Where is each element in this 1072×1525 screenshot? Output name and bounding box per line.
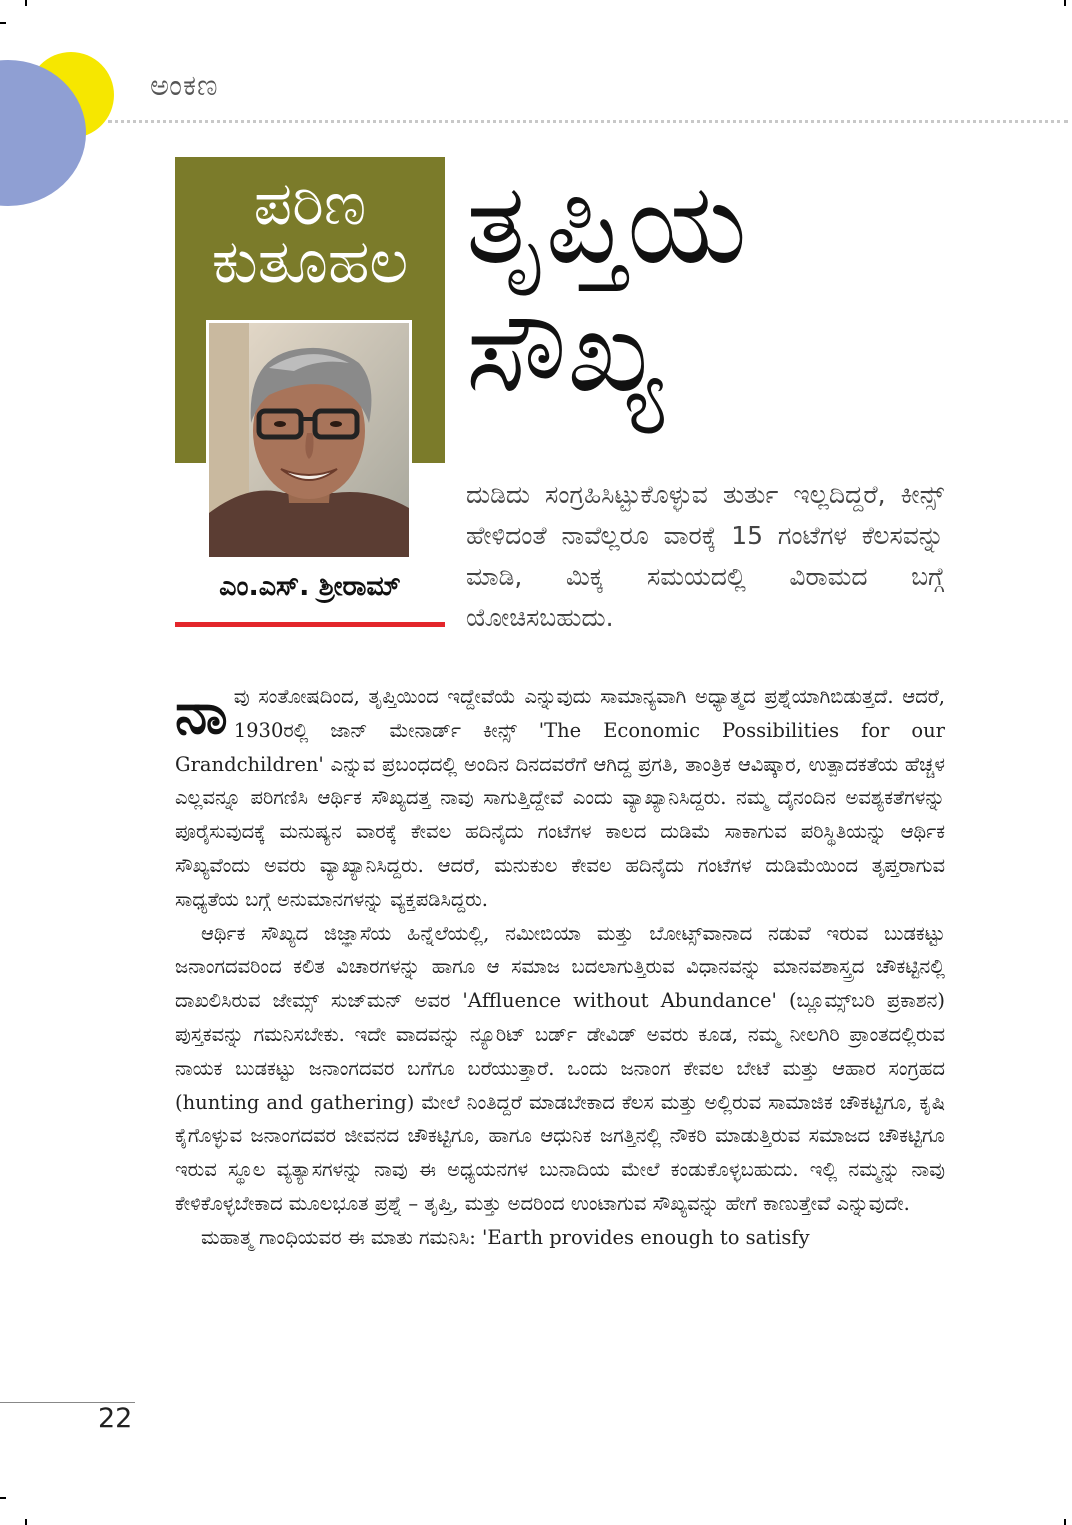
section-label: ಅಂಕಣ bbox=[150, 68, 219, 102]
headline-line-2: ಸೌಖ್ಯ bbox=[466, 287, 665, 417]
column-title-line-1: ಪರಿಣ bbox=[253, 169, 367, 239]
crop-mark bbox=[25, 1519, 27, 1525]
page-number: 22 bbox=[98, 1403, 133, 1434]
article-headline bbox=[466, 160, 886, 416]
body-paragraph: ಮಹಾತ್ಮ ಗಾಂಧಿಯವರ ಈ ಮಾತು ಗಮನಿಸಿ: 'Earth provides enough to satisfy bbox=[201, 1225, 810, 1249]
body-paragraph bbox=[175, 680, 945, 917]
author-photo bbox=[206, 320, 412, 560]
crop-mark bbox=[1064, 0, 1066, 6]
dotted-divider bbox=[108, 120, 1068, 123]
body-paragraph-1-text: ವು ಸಂತೋಷದಿಂದ, ತೃಪ್ತಿಯಿಂದ ಇದ್ದೇವೆಯೆ ಎನ್ನುವುದು ಸಾಮಾನ್ಯವಾಗಿ ಅಧ್ಯಾತ್ಮದ ಪ್ರಶ್ನೆಯಾಗಿಬಿಡುತ್ತದೆ. ಆದರೆ, 1930ರಲ್ಲಿ ಜಾನ್ ಮೇನಾರ್ಡ್ ಕೀನ್ಸ್ 'The Economic Possibilities for our Grandchildren' ಎನ್ನುವ ಪ್ರಬಂಧದಲ್ಲಿ ಅಂದಿನ ದಿನದವರೆಗೆ ಆಗಿದ್ದ ಪ್ರಗತಿ, ತಾಂತ್ರಿಕ ಆವಿಷ್ಕಾರ, ಉತ್ಪಾದಕತೆಯ ಹೆಚ್ಚಳ ಎಲ್ಲವನ್ನೂ ಪರಿಗಣಿಸಿ ಆರ್ಥಿಕ ಸೌಖ್ಯದತ್ತ ನಾವು ಸಾಗುತ್ತಿದ್ದೇವೆ ಎಂದು ವ್ಯಾಖ್ಯಾನಿಸಿದ್ದರು. ನಮ್ಮ ದೈನಂದಿನ ಅವಶ್ಯಕತೆಗಳನ್ನು ಪೂರೈಸುವುದಕ್ಕೆ ಮನುಷ್ಯನ ವಾರಕ್ಕೆ ಕೇವಲ ಹದಿನೈದು ಗಂಟೆಗಳ ಕಾಲದ ದುಡಿಮೆ ಸಾಕಾಗುವ ಪರಿಸ್ಥಿತಿಯನ್ನು ಆರ್ಥಿಕ ಸೌಖ್ಯವೆಂದು ಅವರು ವ್ಯಾಖ್ಯಾನಿಸಿದ್ದರು. ಆದರೆ, ಮನುಕುಲ ಕೇವಲ ಹದಿನೈದು ಗಂಟೆಗಳ ದುಡಿಮೆಯಿಂದ ತೃಪ್ತರಾಗುವ ಸಾಧ್ಯತೆಯ ಬಗ್ಗೆ ಅನುಮಾನಗಳನ್ನು ವ್ಯಕ್ತಪಡಿಸಿದ್ದರು. bbox=[175, 685, 945, 911]
crop-mark bbox=[25, 0, 27, 6]
crop-mark bbox=[0, 1497, 6, 1499]
column-title bbox=[175, 169, 445, 297]
author-portrait-image bbox=[209, 323, 409, 557]
body-paragraph: ಆರ್ಥಿಕ ಸೌಖ್ಯದ ಜಿಜ್ಞಾಸೆಯ ಹಿನ್ನೆಲೆಯಲ್ಲಿ, ನಮೀಬಿಯಾ ಮತ್ತು ಬೋಟ್ಸ್‌ವಾನಾದ ನಡುವೆ ಇರುವ ಬುಡಕಟ್ಟು ಜನಾಂಗದವರಿಂದ ಕಲಿತ ವಿಚಾರಗಳನ್ನು ಹಾಗೂ ಆ ಸಮಾಜ ಬದಲಾಗುತ್ತಿರುವ ವಿಧಾನವನ್ನು ಮಾನವಶಾಸ್ತ್ರದ ಚೌಕಟ್ಟಿನಲ್ಲಿ ದಾಖಲಿಸಿರುವ ಜೇಮ್ಸ್ ಸುಜ್‌ಮನ್ ಅವರ 'Affluence without Abundance' (ಬ್ಲೂಮ್ಸ್‌ಬರಿ ಪ್ರಕಾಶನ) ಪುಸ್ತಕವನ್ನು ಗಮನಿಸಬೇಕು. ಇದೇ ವಾದವನ್ನು ನ್ಯೂರಿಟ್ ಬರ್ಡ್ ಡೇವಿಡ್ ಅವರು ಕೂಡ, ನಮ್ಮ ನೀಲಗಿರಿ ಪ್ರಾಂತದಲ್ಲಿರುವ ನಾಯಕ ಬುಡಕಟ್ಟು ಜನಾಂಗದವರ ಬಗೆಗೂ ಬರೆಯುತ್ತಾರೆ. ಒಂದು ಜನಾಂಗ ಕೇವಲ ಬೇಟೆ ಮತ್ತು ಆಹಾರ ಸಂಗ್ರಹದ (hunting and gathering) ಮೇಲೆ ನಿಂತಿದ್ದರೆ ಮಾಡಬೇಕಾದ ಕೆಲಸ ಮತ್ತು ಅಲ್ಲಿರುವ ಸಾಮಾಜಿಕ ಚೌಕಟ್ಟಿಗೂ, ಕೃಷಿ ಕೈಗೊಳ್ಳುವ ಜನಾಂಗದವರ ಜೀವನದ ಚೌಕಟ್ಟಿಗೂ, ಹಾಗೂ ಆಧುನಿಕ ಜಗತ್ತಿನಲ್ಲಿ ನೌಕರಿ ಮಾಡುತ್ತಿರುವ ಸಮಾಜದ ಚೌಕಟ್ಟಿಗೂ ಇರುವ ಸ್ಥೂಲ ವ್ಯತ್ಯಾಸಗಳನ್ನು ನಾವು ಈ ಅಧ್ಯಯನಗಳ ಬುನಾದಿಯ ಮೇಲೆ ಕಂಡುಕೊಳ್ಳಬಹುದು. ಇಲ್ಲಿ ನಮ್ಮನ್ನು ನಾವು ಕೇಳಿಕೊಳ್ಳಬೇಕಾದ ಮೂಲಭೂತ ಪ್ರಶ್ನೆ – ತೃಪ್ತಿ, ಮತ್ತು ಅದರಿಂದ ಉಂಟಾಗುವ ಸೌಖ್ಯವನ್ನು ಹೇಗೆ ಕಾಣುತ್ತೇವೆ ಎನ್ನುವುದೇ. bbox=[175, 921, 945, 1215]
author-name: ಎಂ.ಎಸ್. ಶ್ರೀರಾಮ್ bbox=[219, 571, 401, 602]
headline-line-1: ತೃಪ್ತಿಯ bbox=[466, 159, 747, 289]
column-title-line-2: ಕುತೂಹಲ bbox=[211, 227, 409, 297]
crop-mark bbox=[1064, 1519, 1066, 1525]
author-underline bbox=[175, 622, 445, 627]
crop-mark bbox=[0, 22, 6, 24]
drop-cap: ನಾ bbox=[175, 679, 228, 747]
article-standfirst: ದುಡಿದು ಸಂಗ್ರಹಿಸಿಟ್ಟುಕೊಳ್ಳುವ ತುರ್ತು ಇಲ್ಲದಿದ್ದರೆ, ಕೀನ್ಸ್ ಹೇಳಿದಂತೆ ನಾವೆಲ್ಲರೂ ವಾರಕ್ಕೆ 15 ಗಂಟೆಗಳ ಕೆಲಸವನ್ನು ಮಾಡಿ, ಮಿಕ್ಕ ಸಮಯದಲ್ಲಿ ವಿರಾಮದ ಬಗ್ಗೆ ಯೋಚಿಸಬಹುದು. bbox=[466, 480, 944, 632]
article-body bbox=[175, 680, 945, 1255]
